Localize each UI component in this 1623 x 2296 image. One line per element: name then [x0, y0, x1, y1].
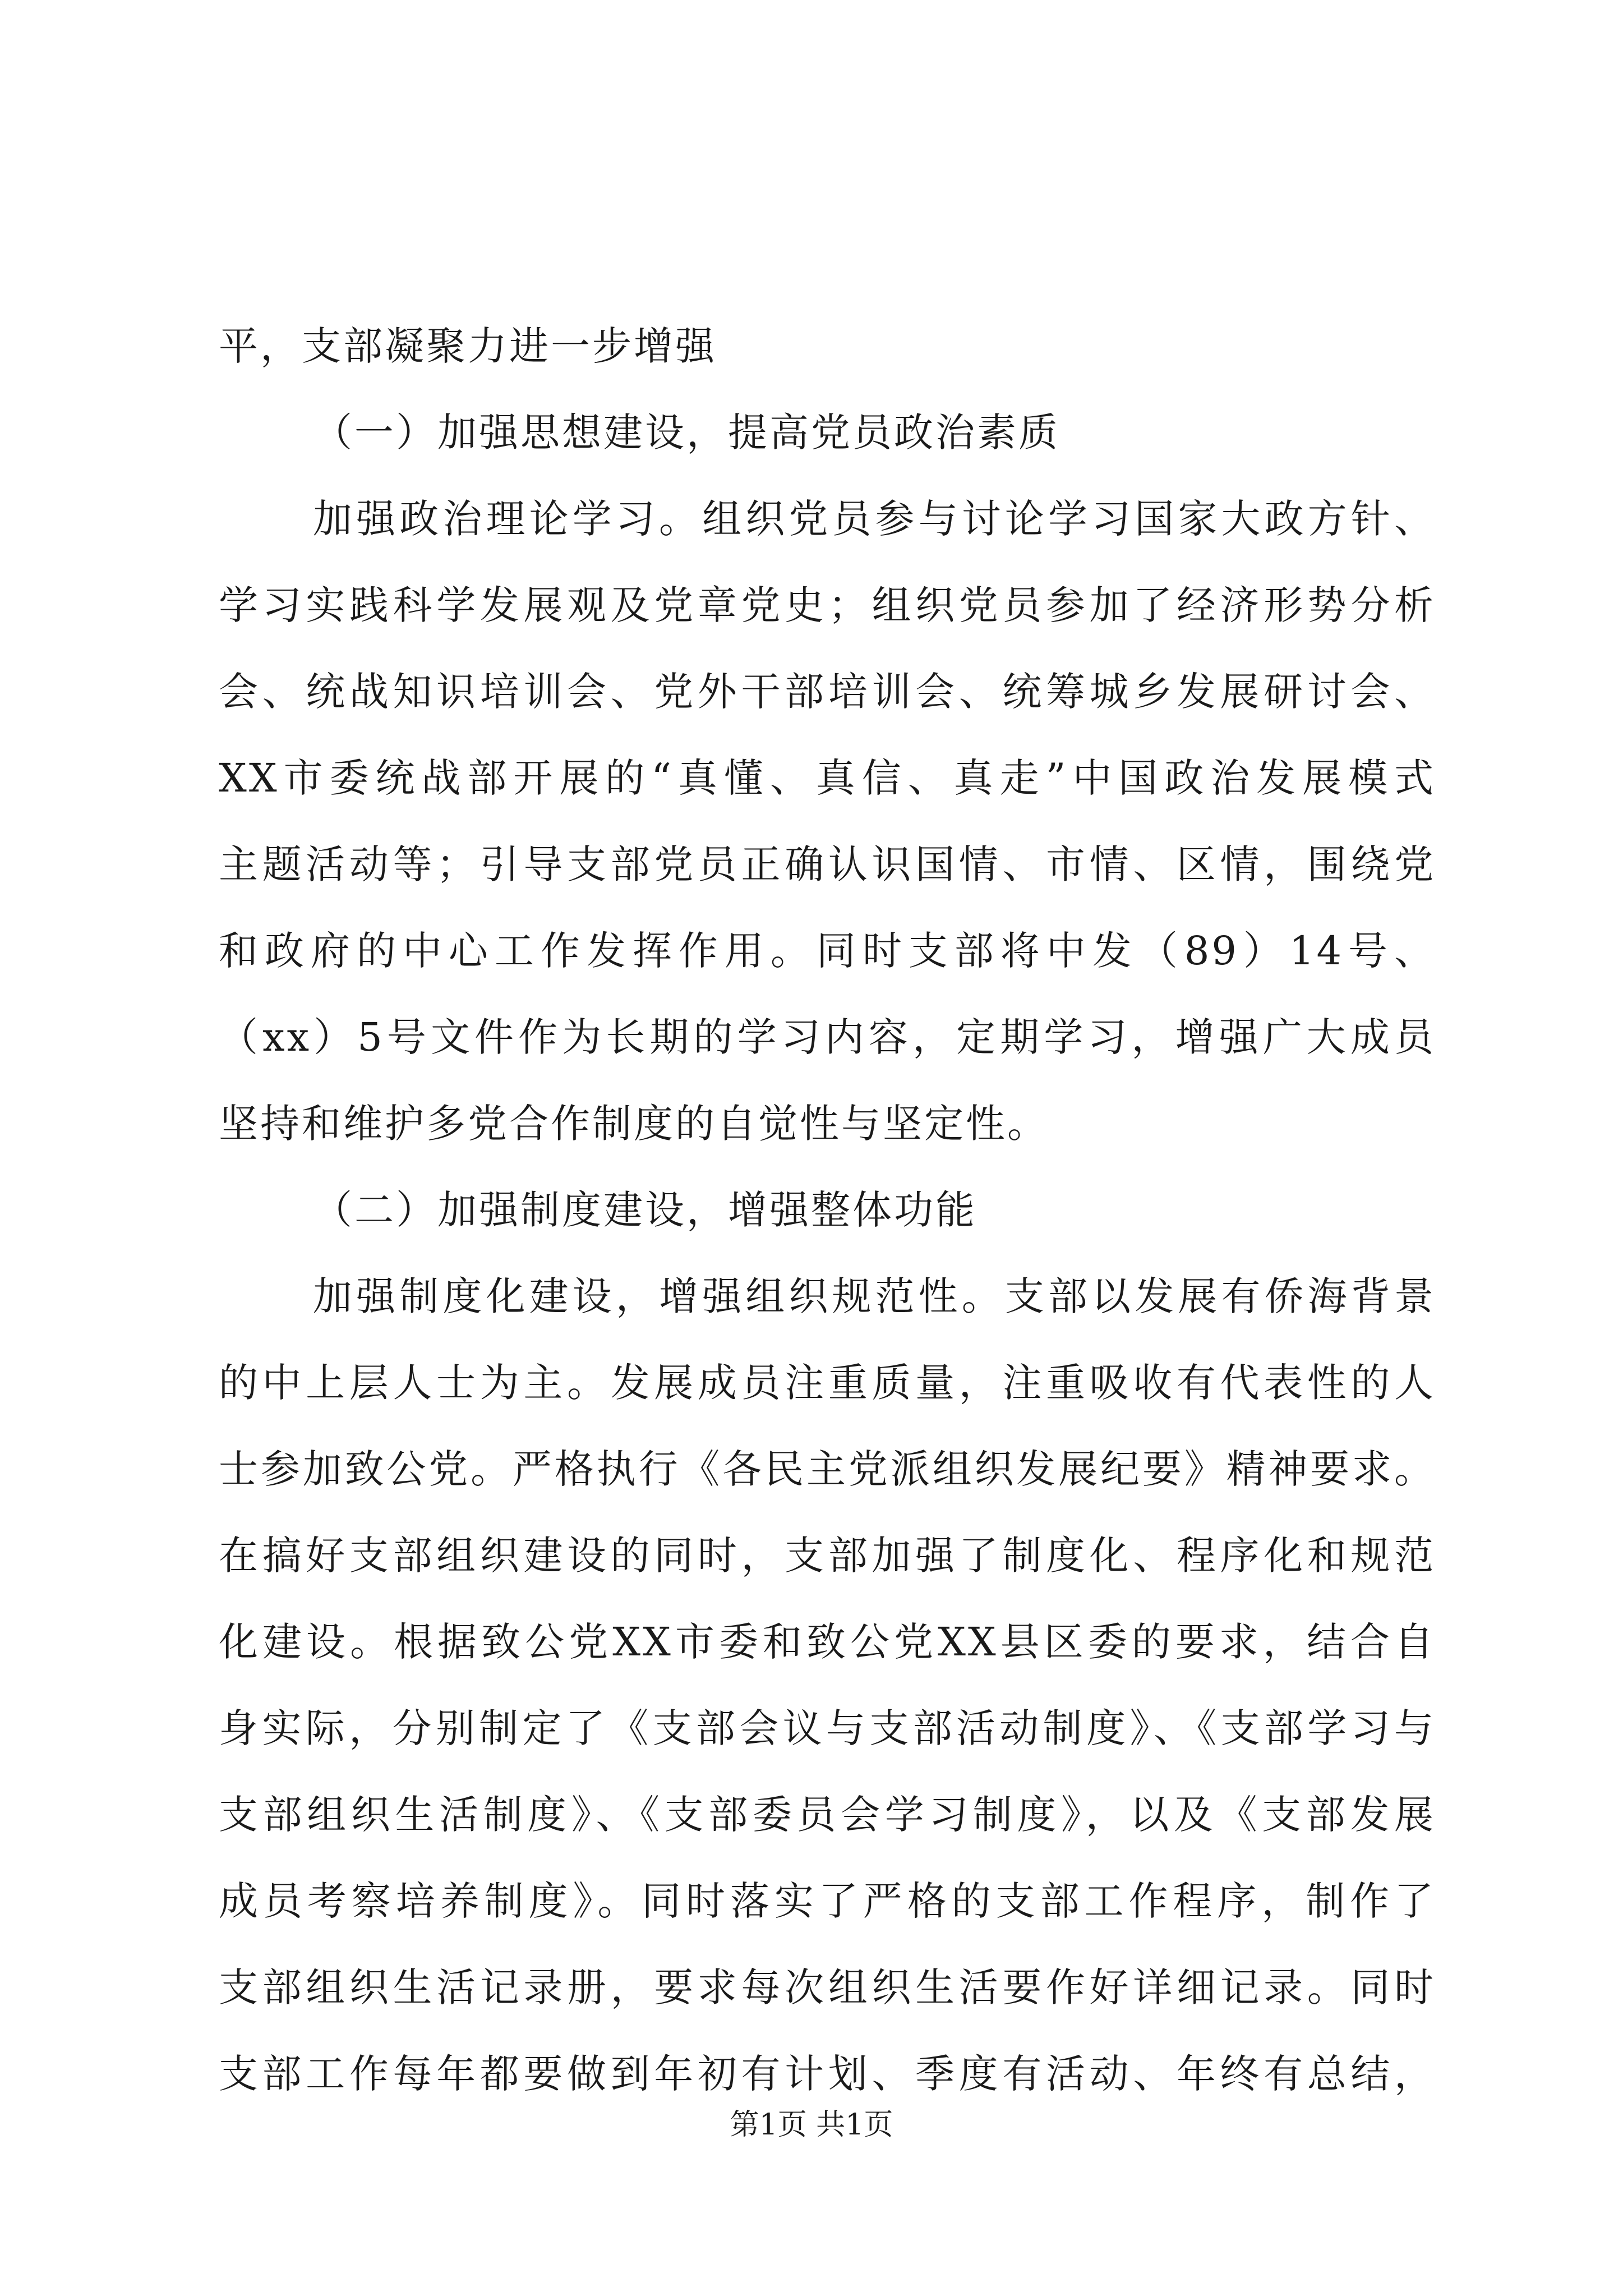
section-heading: （一）加强思想建设，提高党员政治素质 — [313, 409, 1060, 455]
text-line: 会、统战知识培训会、党外干部培训会、统筹城乡发展研讨会、 — [219, 669, 1436, 715]
page-number-label: 第1页 共1页 — [730, 2108, 893, 2142]
text-line: 成员考察培养制度》。同时落实了严格的支部工作程序，制作了 — [219, 1878, 1436, 1924]
text-line: 和政府的中心工作发挥作用。同时支部将中发（89）14号、 — [219, 928, 1436, 974]
text-line: 坚持和维护多党合作制度的自觉性与坚定性。 — [219, 1101, 1049, 1147]
text-line: 士参加致公党。严格执行《各民主党派组织发展纪要》精神要求。 — [219, 1446, 1436, 1492]
text-line: 支部组织生活制度》、《支部委员会学习制度》，以及《支部发展 — [219, 1792, 1436, 1838]
text-line: 学习实践科学发展观及党章党史；组织党员参加了经济形势分析 — [219, 582, 1436, 628]
text-line: 的中上层人士为主。发展成员注重质量，注重吸收有代表性的人 — [219, 1360, 1436, 1406]
text-line: 化建设。根据致公党XX市委和致公党XX县区委的要求，结合自 — [219, 1619, 1436, 1665]
text-line: 平，支部凝聚力进一步增强 — [219, 323, 717, 369]
page-footer — [0, 2101, 1623, 2143]
section-heading: （二）加强制度建设，增强整体功能 — [313, 1187, 977, 1233]
text-line: 主题活动等；引导支部党员正确认识国情、市情、区情，围绕党 — [219, 841, 1436, 887]
text-line: 支部组织生活记录册，要求每次组织生活要作好详细记录。同时 — [219, 1964, 1436, 2010]
text-line: 在搞好支部组织建设的同时，支部加强了制度化、程序化和规范 — [219, 1533, 1436, 1579]
text-line: （xx）5号文件作为长期的学习内容，定期学习，增强广大成员 — [219, 1014, 1436, 1060]
text-line: 加强政治理论学习。组织党员参与讨论学习国家大政方针、 — [313, 496, 1436, 542]
text-line: 身实际，分别制定了《支部会议与支部活动制度》、《支部学习与 — [219, 1705, 1436, 1751]
text-line: XX市委统战部开展的“真懂、真信、真走”中国政治发展模式 — [219, 755, 1436, 801]
text-line: 支部工作每年都要做到年初有计划、季度有活动、年终有总结， — [219, 2051, 1436, 2097]
text-line: 加强制度化建设，增强组织规范性。支部以发展有侨海背景 — [313, 1273, 1436, 1319]
document-body — [219, 303, 1436, 2117]
